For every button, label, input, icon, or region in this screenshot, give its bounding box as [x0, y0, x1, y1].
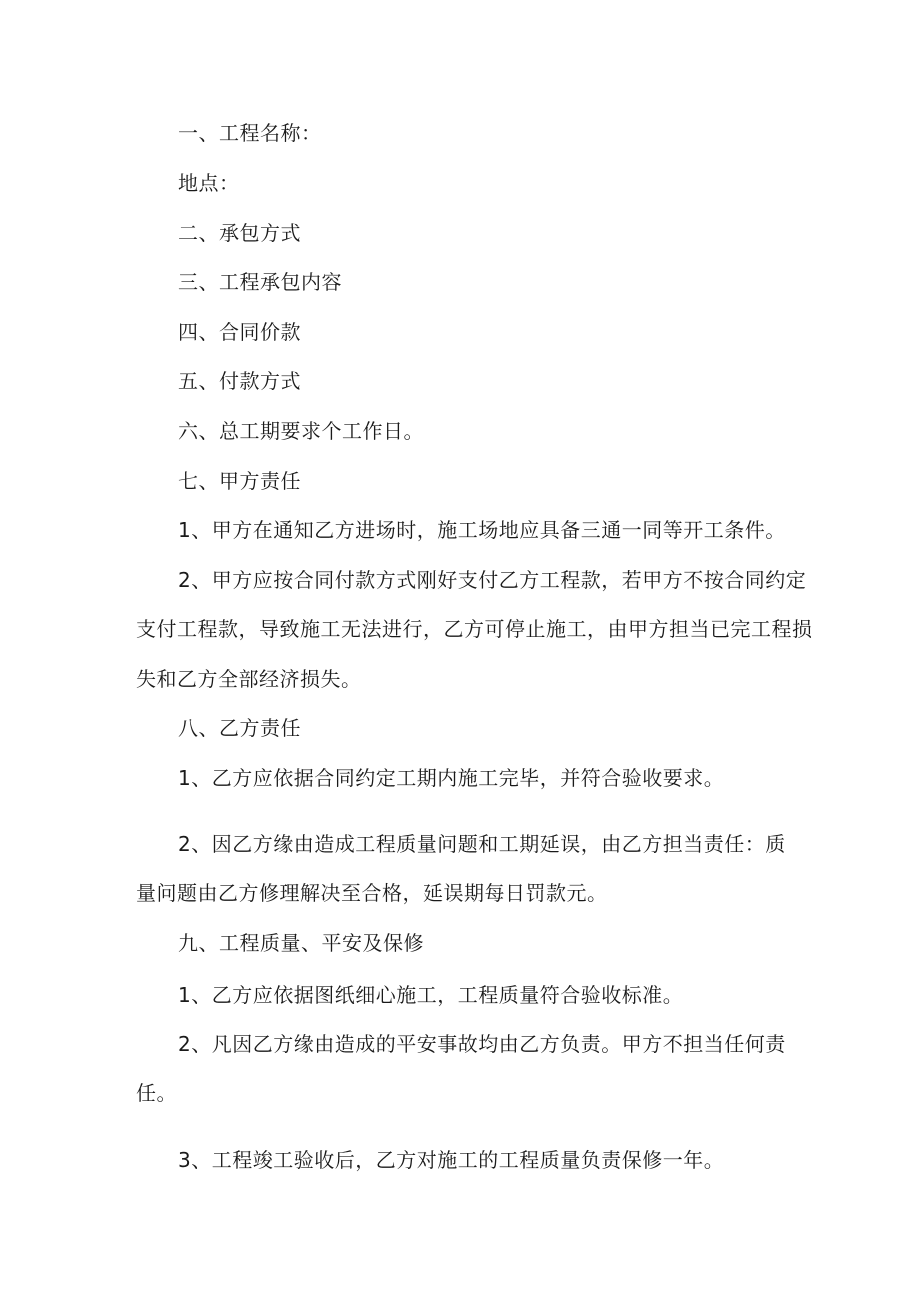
- party-a-clause-2-line-2: 支付工程款，导致施工无法进行，乙方可停止施工，由甲方担当已完工程损: [136, 617, 813, 641]
- quality-clause-2-line-1: 2、凡因乙方缘由造成的平安事故均由乙方负责。甲方不担当任何责: [178, 1032, 786, 1056]
- quality-clause-1: 1、乙方应依据图纸细心施工，工程质量符合验收标准。: [178, 983, 684, 1007]
- location-label: 地点：: [178, 171, 240, 195]
- section-title-project-name: 一、工程名称：: [178, 121, 322, 145]
- section-title-contract-price: 四、合同价款: [178, 320, 301, 344]
- section-title-quality-safety: 九、工程质量、平安及保修: [178, 931, 424, 955]
- quality-clause-2-line-2: 任。: [136, 1081, 177, 1105]
- party-b-clause-1: 1、乙方应依据合同约定工期内施工完毕，并符合验收要求。: [178, 766, 725, 790]
- party-b-clause-2-line-2: 量问题由乙方修理解决至合格，延误期每日罚款元。: [136, 881, 608, 905]
- party-a-clause-2-line-1: 2、甲方应按合同付款方式刚好支付乙方工程款，若甲方不按合同约定: [178, 568, 807, 592]
- section-title-party-a: 七、甲方责任: [178, 469, 301, 493]
- party-a-clause-1: 1、甲方在通知乙方进场时，施工场地应具备三通一同等开工条件。: [178, 518, 786, 542]
- quality-clause-3: 3、工程竣工验收后，乙方对施工的工程质量负责保修一年。: [178, 1148, 725, 1172]
- section-title-contract-method: 二、承包方式: [178, 221, 301, 245]
- section-title-contract-content: 三、工程承包内容: [178, 270, 342, 294]
- section-title-party-b: 八、乙方责任: [178, 716, 301, 740]
- section-title-payment-method: 五、付款方式: [178, 369, 301, 393]
- party-b-clause-2-line-1: 2、因乙方缘由造成工程质量问题和工期延误，由乙方担当责任：质: [178, 832, 786, 856]
- section-title-duration: 六、总工期要求个工作日。: [178, 419, 424, 443]
- party-a-clause-2-line-3: 失和乙方全部经济损失。: [136, 667, 362, 691]
